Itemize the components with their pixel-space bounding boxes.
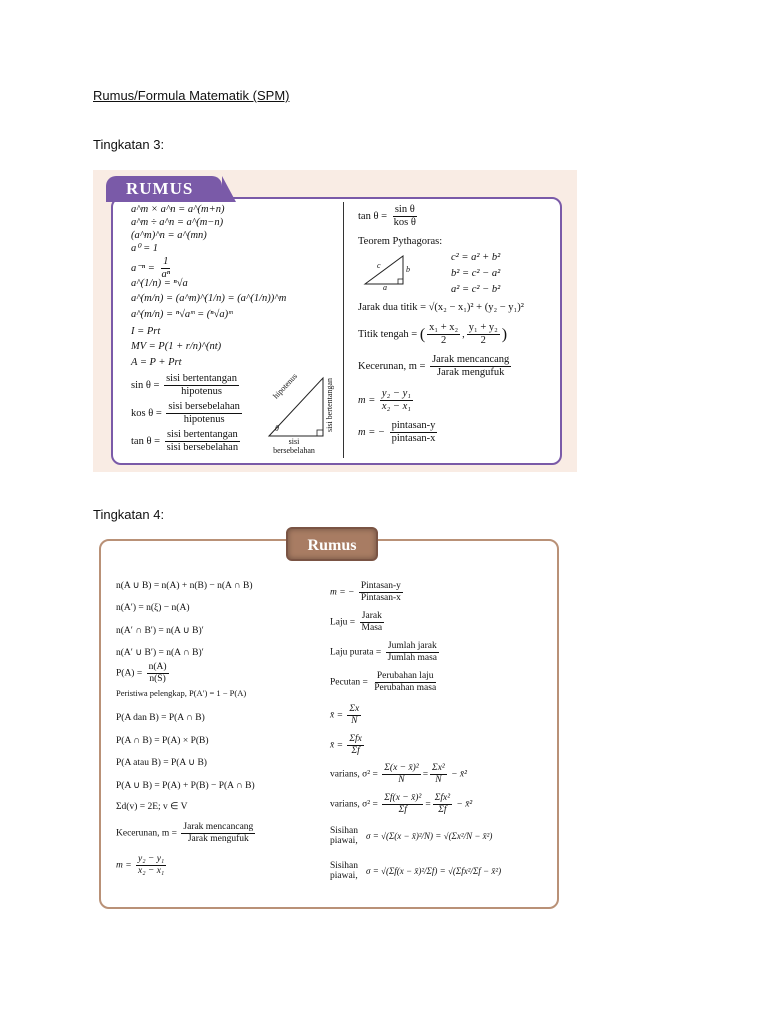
formula-graph-degree: Σd(v) = 2E; v ∈ V bbox=[116, 802, 188, 812]
tingkatan-4-formula-card bbox=[99, 539, 559, 909]
formula-gradient-points-t4: m = $\frac{\text{y₂ − y₁}}{\text{x₂ − x₁}}$ bbox=[116, 854, 165, 876]
formula-set-union: n(A ∪ B) = n(A) + n(B) − n(A ∩ B) bbox=[116, 581, 253, 591]
formula-gradient-points: m = $\frac{\text{y₂ − y₁}}{\text{x₂ − x₁}}$ bbox=[358, 388, 411, 413]
formula-mean-frequency: x̄ = $\frac{\text{Σfx}}{\Sigma f}$ bbox=[330, 734, 362, 756]
formula-de-morgan-1: n(A′ ∩ B′) = n(A ∪ B)′ bbox=[116, 626, 204, 636]
formula-sine: sin θ = $\frac{\text{sisi bertentangan}}{\text{hipotenus}}$ bbox=[131, 373, 237, 398]
formula-std-dev: Sisihan piawai, bbox=[330, 826, 358, 847]
pythagoras-formula-3: a² = c² − b² bbox=[451, 284, 501, 295]
document-title: Rumus/Formula Matematik (SPM) bbox=[93, 88, 290, 103]
formula-acceleration: Pecutan = $\frac{\text{Perubahan laju}}{\text{Perubahan masa}}$ bbox=[330, 671, 437, 693]
formula-gradient: Kecerunan, m = $\frac{\text{Jarak mencancang}}{\text{Jarak mengufuk}}$ bbox=[358, 354, 510, 379]
triangle-hypotenuse-label: hipotenus bbox=[271, 371, 300, 401]
pythagoras-formula-1: c² = a² + b² bbox=[451, 252, 501, 263]
formula-std-dev-frequency: Sisihan piawai, bbox=[330, 861, 358, 882]
formula-index-root: a^(1/n) = ⁿ√a bbox=[131, 278, 188, 289]
formula-std-dev-rhs: σ = √(Σ(x − x̄)²/N) = √(Σx²/N − x̄²) bbox=[366, 831, 493, 841]
formula-distance: Jarak dua titik = √(x₂ − x₁)² + (y₂ − y₁)² bbox=[358, 302, 524, 313]
pythagoras-title: Teorem Pythagoras: bbox=[358, 236, 443, 247]
pythagoras-label-c: c bbox=[377, 261, 381, 270]
triangle-opposite-label: sisi bertentangan bbox=[325, 378, 334, 432]
tingkatan-3-heading: Tingkatan 3: bbox=[93, 137, 165, 152]
formula-gradient-t4: Kecerunan, m = $\frac{\text{Jarak mencancang}}{\text{Jarak mengufuk}}$ bbox=[116, 822, 254, 844]
formula-cosine: kos θ = $\frac{\text{sisi bersebelahan}}{\text{hipotenus}}$ bbox=[131, 401, 240, 426]
tingkatan-4-heading: Tingkatan 4: bbox=[93, 507, 165, 522]
formula-average-speed: Laju purata = $\frac{\text{Jumlah jarak}}{\text{Jumlah masa}}$ bbox=[330, 641, 437, 663]
tingkatan-3-formula-card bbox=[93, 170, 577, 472]
formula-speed: Laju = $\frac{\text{Jarak}}{\text{Masa}}$ bbox=[330, 611, 383, 633]
triangle-theta-label: θ bbox=[275, 424, 279, 433]
pythagoras-label-b: b bbox=[406, 265, 410, 274]
triangle-adjacent-label: sisi bersebelahan bbox=[273, 437, 315, 455]
formula-set-complement: n(A′) = n(ξ) − n(A) bbox=[116, 603, 190, 613]
formula-variance-frequency: varians, σ² = $\frac{\text{Σf(x − x̄)²}}{\Sigma f}$ = $\frac{\text{Σfx²}}{\Sigma f}$ − x̄² bbox=[330, 793, 473, 815]
formula-gradient-intercepts-t4: m = − $\frac{\text{Pintasan-y}}{\text{Pintasan-x}}$ bbox=[330, 581, 401, 603]
formula-total-amount: A = P + Prt bbox=[131, 357, 182, 368]
formula-index-divide: a^m ÷ a^n = a^(m−n) bbox=[131, 217, 224, 228]
pythagoras-label-a: a bbox=[383, 283, 387, 292]
formula-variance: varians, σ² = $\frac{\text{Σ(x − x̄)²}}{N}$ = $\frac{\text{Σx²}}{N}$ − x̄² bbox=[330, 763, 467, 785]
formula-tan-ratio: tan θ = $\frac{\text{sin θ}}{\text{kos θ}}$ bbox=[358, 204, 416, 229]
formula-mean: x̄ = $\frac{\Sigma x}{N}$ bbox=[330, 704, 360, 726]
formula-prob-or: P(A atau B) = P(A ∪ B) bbox=[116, 758, 207, 768]
formula-std-dev-frequency-rhs: σ = √(Σf(x − x̄)²/Σf) = √(Σfx²/Σf − x̄²) bbox=[366, 866, 502, 876]
rumus-badge: RUMUS bbox=[106, 176, 222, 202]
formula-index-multiply: a^m × a^n = a^(m+n) bbox=[131, 204, 225, 215]
formula-de-morgan-2: n(A′ ∪ B′) = n(A ∩ B)′ bbox=[116, 648, 204, 658]
formula-prob-independent: P(A ∩ B) = P(A) × P(B) bbox=[116, 736, 209, 746]
formula-index-power: (a^m)^n = a^(mn) bbox=[131, 230, 207, 241]
formula-midpoint: Titik tengah = ( $\frac{\text{x₁ + x₂}}{2}$ , $\frac{\text{y₁ + y₂}}{2}$ ) bbox=[358, 322, 508, 347]
formula-index-negative: a⁻ⁿ = $\frac{1}{\text{aⁿ}}$ bbox=[131, 256, 170, 281]
column-divider bbox=[343, 202, 344, 458]
pythagoras-formula-2: b² = c² − a² bbox=[451, 268, 501, 279]
formula-complement-event: Peristiwa pelengkap, P(A′) = 1 − P(A) bbox=[116, 688, 247, 698]
formula-prob-union: P(A ∪ B) = P(A) + P(B) − P(A ∩ B) bbox=[116, 781, 255, 791]
formula-prob-and: P(A dan B) = P(A ∩ B) bbox=[116, 713, 205, 723]
pythagoras-triangle-diagram bbox=[363, 254, 411, 288]
formula-index-zero: a⁰ = 1 bbox=[131, 243, 159, 254]
formula-compound-interest: MV = P(1 + r/n)^(nt) bbox=[131, 341, 222, 352]
formula-simple-interest: I = Prt bbox=[131, 326, 161, 337]
rumus-badge-t4: Rumus bbox=[286, 527, 378, 561]
formula-gradient-intercepts: m = − $\frac{\text{pintasan-y}}{\text{pintasan-x}}$ bbox=[358, 420, 436, 445]
formula-tangent: tan θ = $\frac{\text{sisi bertentangan}}{\text{sisi bersebelahan}}$ bbox=[131, 429, 239, 454]
formula-index-fraction-1: a^(m/n) = (a^m)^(1/n) = (a^(1/n))^m bbox=[131, 293, 287, 304]
formula-probability: P(A) = $\frac{n(A)}{n(S)}$ bbox=[116, 662, 167, 684]
formula-index-fraction-2: a^(m/n) = ⁿ√aᵐ = (ⁿ√a)ᵐ bbox=[131, 309, 233, 320]
